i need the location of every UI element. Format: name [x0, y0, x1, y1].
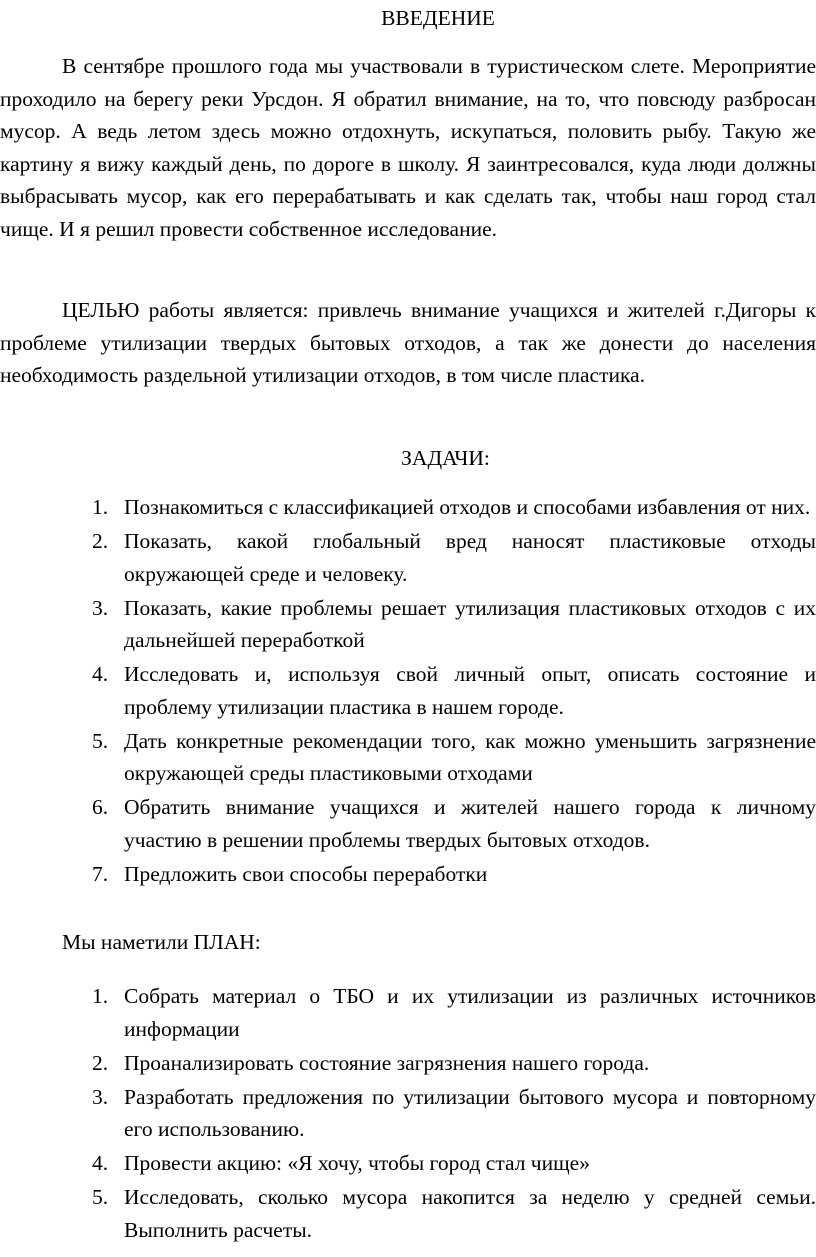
list-text: Исследовать и, используя свой личный опыт, описать состояние и проблему утилизации пластика в нашем городе.	[124, 662, 816, 719]
list-item	[0, 725, 816, 790]
tasks-list	[0, 491, 816, 892]
list-text: Показать, какой глобальный вред наносят пластиковые отходы окружающей среде и человеку.	[124, 529, 816, 586]
goal-paragraph: ЦЕЛЬЮ работы является: привлечь внимание учащихся и жителей г.Дигоры к проблеме утилизации твердых бытовых отходов, а так же донести до населения необходимость раздельной утилизации отходов, в том числе пластика.	[0, 298, 816, 387]
list-item	[0, 980, 816, 1045]
list-text: Собрать материал о ТБО и их утилизации из различных источников информации	[124, 984, 816, 1041]
list-item	[0, 525, 816, 590]
list-number: 4.	[92, 662, 109, 686]
plan-list	[0, 980, 816, 1248]
list-text: Показать, какие проблемы решает утилизация пластиковых отходов с их дальнейшей переработкой	[124, 595, 816, 652]
list-item	[0, 1181, 816, 1246]
list-number: 1.	[92, 495, 109, 519]
list-number: 5.	[92, 728, 109, 753]
list-item	[0, 858, 816, 891]
list-number: 6.	[92, 795, 109, 819]
list-number: 3.	[92, 595, 109, 620]
list-item	[0, 491, 816, 524]
list-text: Разработать предложения по утилизации бытового мусора и повторному его использованию.	[124, 1084, 816, 1141]
list-item	[0, 1047, 816, 1080]
list-item	[0, 791, 816, 856]
list-number: 1.	[92, 984, 109, 1008]
list-number: 2.	[92, 1050, 109, 1075]
list-number: 4.	[92, 1151, 109, 1175]
list-text: Познакомиться с классификацией отходов и способами избавления от них.	[124, 495, 811, 519]
list-text: Проанализировать состояние загрязнения нашего города.	[124, 1050, 650, 1075]
list-item	[0, 658, 816, 723]
intro-paragraph: В сентябре прошлого года мы участвовали в туристическом слете. Мероприятие проходило на берегу реки Урсдон. Я обратил внимание, на то, что повсюду разбросан мусор. А ведь летом здесь можно отдохнуть, искупаться, половить рыбу. Такую же картину я вижу каждый день, по дороге в школу. Я заинтресовался, куда люди должны выбрасывать мусор, как его перерабатывать и как сделать так, чтобы наш город стал чище. И я решил провести собственное исследование.	[0, 54, 816, 241]
list-item	[0, 1147, 816, 1180]
list-text: Предложить свои способы переработки	[124, 861, 488, 886]
plan-intro: Мы наметили ПЛАН:	[62, 930, 261, 954]
intro-heading: ВВЕДЕНИЕ	[381, 6, 495, 30]
list-text: Провести акцию: «Я хочу, чтобы город стал чище»	[124, 1151, 590, 1175]
list-number: 3.	[92, 1084, 109, 1109]
list-text: Дать конкретные рекомендации того, как можно уменьшить загрязнение окружающей среды пластиковыми отходами	[124, 728, 816, 785]
list-number: 7.	[92, 861, 109, 886]
list-item	[0, 592, 816, 657]
list-number: 5.	[92, 1185, 109, 1209]
list-text: Исследовать, сколько мусора накопится за неделю у средней семьи. Выполнить расчеты.	[124, 1185, 816, 1242]
tasks-heading: ЗАДАЧИ:	[401, 446, 490, 470]
list-number: 2.	[92, 529, 109, 553]
list-text: Обратить внимание учащихся и жителей нашего города к личному участию в решении проблемы твердых бытовых отходов.	[124, 795, 816, 852]
list-item	[0, 1081, 816, 1146]
